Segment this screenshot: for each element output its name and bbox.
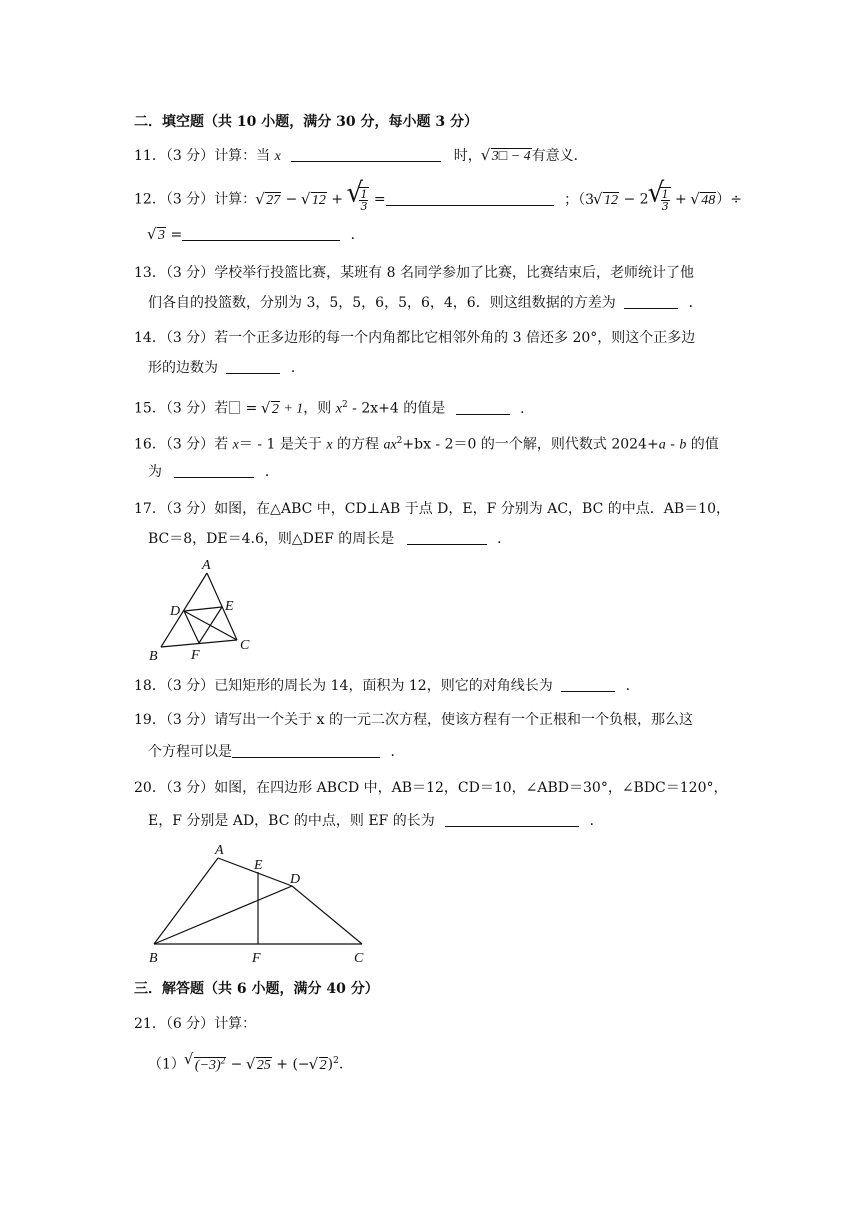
q17-label: E	[225, 599, 234, 614]
question-19-cont	[148, 742, 404, 762]
q20-label: E	[254, 858, 263, 873]
q14-number: 14．	[134, 330, 166, 346]
q12-number: 12．	[134, 191, 166, 208]
q12-end: ．	[350, 227, 365, 243]
q12-sqrt-27: √ 27	[256, 190, 281, 211]
q17-label: D	[170, 604, 181, 619]
q17-label: B	[149, 649, 158, 664]
q19-end: ．	[390, 744, 405, 760]
q13-score: （3 分）	[165, 265, 215, 281]
edge-dc	[292, 886, 362, 944]
diagonal-bd	[154, 886, 292, 944]
q12-sqrt-frac-2: √ $\frac{1}{3}$	[649, 187, 671, 212]
q12-sqrt-3: √ 3	[148, 225, 166, 246]
section-2-title: 二．填空题（共 10 小题，满分 30 分，每小题 3 分）	[134, 114, 478, 130]
q19-score: （3 分）	[165, 712, 215, 728]
q16-answer-blank[interactable]	[174, 463, 254, 478]
q11-text-b: 时，	[453, 148, 482, 164]
q14-score: （3 分）	[165, 330, 215, 346]
q18-number: 18．	[134, 678, 166, 694]
question-13-cont	[148, 293, 703, 313]
q15-sqrt-2: √ 2	[262, 399, 280, 420]
q12-sqrt-frac: √ $\frac{1}{3}$	[347, 187, 369, 212]
q17-label: C	[240, 638, 250, 653]
q12-score: （3 分）	[165, 191, 215, 208]
q18-end: ．	[625, 678, 640, 694]
q16-var: x	[326, 437, 333, 453]
q18-answer-blank[interactable]	[561, 677, 615, 692]
q19-text-2: 个方程可以是	[148, 744, 232, 760]
q20-label: A	[215, 843, 224, 858]
question-14	[134, 328, 695, 348]
question-16: 16．（3 分）若 x＝ - 1 是关于 x 的方程 $ax^2+bx - 2=0$ 的一个解，则代数式 2024+a - b 的值	[134, 436, 719, 453]
q19-answer-blank[interactable]	[232, 743, 380, 758]
q17-label: F	[191, 648, 200, 663]
q14-end: ．	[290, 360, 305, 376]
q16-t: 的值	[686, 436, 719, 453]
q11-var: x	[274, 149, 281, 164]
q21-number: 21．	[134, 1016, 166, 1032]
q11-score: （3 分）	[165, 148, 215, 164]
q16-t: 若	[214, 436, 233, 453]
q21-op: −	[226, 1056, 247, 1073]
q12-eq2: =	[166, 227, 183, 243]
question-21-part-1: （1）√ $(-3)^2$ − √ 25 + (−√ 2)$^2$.	[148, 1050, 343, 1076]
q13-text-2: 们各自的投篮数，分别为 3，5，5，6，5，6，4，6．则这组数据的方差为	[148, 295, 616, 311]
q16-var: x	[232, 437, 239, 453]
edge-ab	[161, 573, 207, 647]
q15-score: （3 分）	[165, 400, 215, 417]
q20-answer-blank[interactable]	[445, 812, 579, 827]
q17-label: A	[202, 558, 211, 573]
q16-score: （3 分）	[165, 436, 215, 453]
q20-label: C	[354, 951, 364, 966]
q21-score: （6 分）	[165, 1016, 215, 1032]
q18-text: 已知矩形的周长为 14，面积为 12，则它的对角线长为	[214, 678, 553, 694]
question-15: 15．（3 分）若 = √ 2 + 1，则 $x^2 - 2x+4$ 的值是 ．	[134, 395, 534, 420]
segment-ef	[199, 607, 222, 643]
q21-op: + (−	[271, 1056, 310, 1073]
question-20	[134, 778, 728, 798]
q12-answer-blank-1[interactable]	[386, 191, 554, 206]
q16-var: ax	[383, 437, 397, 453]
q17-answer-blank[interactable]	[407, 530, 487, 545]
q13-number: 13．	[134, 265, 166, 281]
question-18	[134, 676, 640, 696]
q15-text-d: ，则	[303, 400, 336, 417]
q15-expr: x	[335, 401, 342, 417]
q17-text: 如图，在△ABC 中，CD⊥AB 于点 D，E，F 分别为 AC，BC 的中点．AB＝10，	[214, 501, 730, 517]
question-21	[134, 1014, 256, 1034]
q21-text: 计算：	[214, 1016, 257, 1032]
q15-answer-blank[interactable]	[456, 400, 510, 415]
q15-plus-one: + 1	[279, 401, 304, 417]
q12-sqrt-12b: √ 12	[594, 190, 619, 211]
q16-var: b	[679, 437, 687, 453]
q21-sqrt-2: √ 2	[310, 1055, 328, 1076]
segment-de	[184, 607, 222, 611]
q20-text: 如图，在四边形 ABCD 中，AB＝12，CD＝10，∠ABD＝30°，∠BDC＝120°，	[214, 780, 728, 796]
q14-text: 若一个正多边形的每一个内角都比它相邻外角的 3 倍还多 20°，则这个正多边	[214, 330, 696, 346]
q21-sqrt-neg3-sq: √ $(-3)^2$	[185, 1050, 226, 1076]
q14-text-2: 形的边数为	[148, 360, 218, 376]
q16-var: a	[658, 437, 666, 453]
q12-op: −	[281, 191, 302, 208]
q12-sqrt-12: √ 12	[302, 190, 327, 211]
q21-end: .	[338, 1056, 344, 1073]
q16-text-2: 为	[148, 464, 162, 480]
question-17-cont	[148, 529, 511, 549]
q19-number: 19．	[134, 712, 166, 728]
q17-number: 17．	[134, 501, 166, 517]
q17-triangle-figure	[140, 555, 260, 665]
q15-number: 15．	[134, 400, 166, 417]
q13-answer-blank[interactable]	[624, 294, 678, 309]
q20-quadrilateral-figure	[140, 838, 390, 970]
q12-sqrt-48: √ 48	[691, 190, 716, 211]
q16-end: ．	[264, 464, 279, 480]
q21-close: )	[327, 1056, 334, 1073]
q15-expr-2: - 2x+4 的值是	[347, 400, 446, 417]
segment-df	[184, 611, 199, 643]
q15-text: 若	[214, 400, 229, 417]
q20-label: D	[290, 872, 301, 887]
q20-end: ．	[589, 813, 604, 829]
q20-number: 20．	[134, 780, 166, 796]
q12-answer-blank-2[interactable]	[182, 226, 340, 241]
q15-eq: =	[241, 400, 262, 417]
q12-op: +	[670, 191, 692, 208]
q12-sep: ；（3	[564, 191, 595, 208]
q13-end: ．	[688, 295, 703, 311]
q15-placeholder-box	[229, 401, 240, 414]
q12-op: +	[326, 191, 348, 208]
q21-part-1-label: （1）	[148, 1056, 185, 1073]
q14-answer-blank[interactable]	[226, 359, 280, 374]
q21-sqrt-25: √ 25	[247, 1055, 272, 1076]
q13-text: 学校举行投篮比赛，某班有 8 名同学参加了比赛，比赛结束后，老师统计了他	[214, 265, 694, 281]
q20-score: （3 分）	[165, 780, 215, 796]
q17-end: ．	[497, 531, 512, 547]
question-19	[134, 710, 693, 730]
question-17	[134, 499, 730, 519]
q18-score: （3 分）	[165, 678, 215, 694]
section-3-title: 三．解答题（共 6 小题，满分 40 分）	[134, 981, 379, 997]
q16-t: +bx - 2＝0 的一个解，则代数式 2024+	[402, 436, 659, 453]
q16-t: ＝ - 1 是关于	[238, 436, 327, 453]
q11-sqrt: √ 3□ − 4	[482, 146, 532, 167]
question-13	[134, 263, 694, 283]
question-16-cont	[148, 462, 279, 482]
q12-op: − 2	[619, 191, 649, 208]
q20-label: F	[252, 951, 261, 966]
q20-label: B	[149, 951, 158, 966]
q11-answer-blank[interactable]	[291, 147, 441, 162]
question-12	[134, 187, 742, 212]
q12-text: 计算：	[214, 191, 257, 208]
q15-end: ．	[520, 400, 535, 417]
q17-score: （3 分）	[165, 501, 215, 517]
q11-text: 计算：当	[214, 148, 271, 164]
q16-number: 16．	[134, 436, 166, 453]
q16-t: -	[665, 436, 680, 453]
q19-text: 请写出一个关于 x 的一元二次方程，使该方程有一个正根和一个负根，那么这	[214, 712, 693, 728]
q16-t: 的方程	[332, 436, 384, 453]
q12-close: ）÷	[716, 191, 742, 208]
q17-text-2: BC＝8，DE＝4.6，则△DEF 的周长是	[148, 531, 395, 547]
edge-bc	[161, 640, 237, 647]
question-14-cont	[148, 358, 305, 378]
q11-text-c: 有意义．	[531, 148, 588, 164]
question-20-cont	[148, 811, 604, 831]
question-11	[134, 146, 588, 167]
q12-eq: =	[369, 191, 386, 208]
question-12-cont	[148, 225, 365, 246]
q11-number: 11．	[134, 148, 166, 164]
q20-text-2: E，F 分别是 AD，BC 的中点，则 EF 的长为	[148, 813, 435, 829]
